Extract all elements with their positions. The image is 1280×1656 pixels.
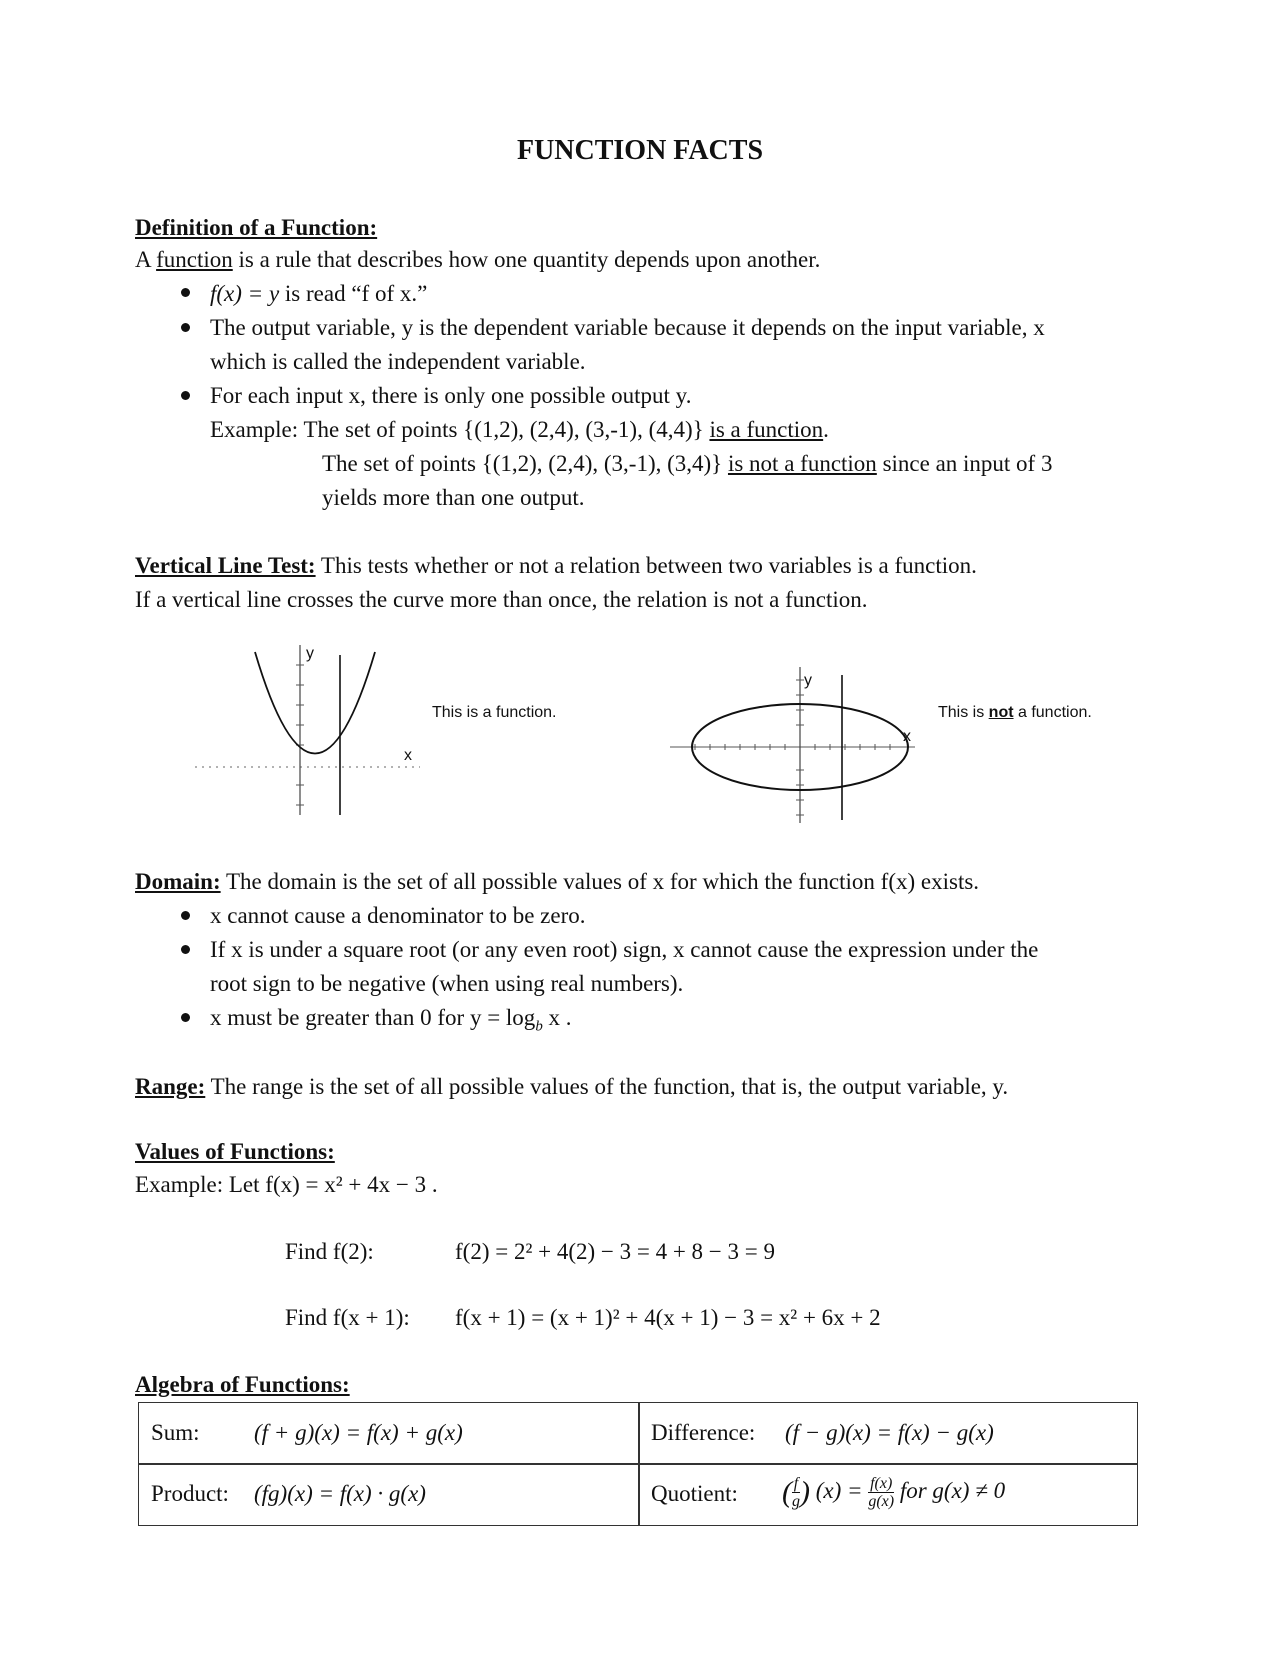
domain-bullet-3: x must be greater than 0 for $y = \log_b x$ .: [210, 1005, 572, 1035]
definition-bullet-1: f(x) = y is read “f of x.”: [210, 281, 428, 306]
function-example-1: Example: The set of points {(1,2), (2,4), (3,-1), (4,4)} is a function.: [210, 417, 829, 442]
find-fx1-equation: f(x + 1) = (x + 1)² + 4(x + 1) − 3 = x² + 6x + 2: [455, 1305, 881, 1330]
bullet: [181, 945, 190, 954]
quotient-label: Quotient:: [651, 1481, 738, 1506]
values-example: Example: Let f(x) = x² + 4x − 3 .: [135, 1172, 438, 1197]
function-example-2: The set of points {(1,2), (2,4), (3,-1), (3,4)} is not a function since an input of 3: [322, 451, 1053, 476]
vertical-line-test-text: Vertical Line Test: This tests whether or not a relation between two variables is a function.: [135, 553, 977, 578]
ellipse-y-label: y: [804, 672, 812, 689]
find-f2-label: Find f(2):: [285, 1239, 374, 1264]
range-definition: Range: The range is the set of all possible values of the function, that is, the output variable, y.: [135, 1074, 1009, 1099]
sum-label: Sum:: [151, 1420, 200, 1445]
bullet: [181, 911, 190, 920]
domain-bullet-1: x cannot cause a denominator to be zero.: [210, 903, 586, 928]
definition-bullet-2-line-1: The output variable, y is the dependent variable because it depends on the input variable, x: [210, 315, 1045, 340]
parabola-curve: [255, 652, 375, 754]
find-f2-equation: f(2) = 2² + 4(2) − 3 = 4 + 8 − 3 = 9: [455, 1239, 775, 1264]
definition-bullet-2-line-2: which is called the independent variable.: [210, 349, 586, 374]
parabola-graph: [190, 640, 430, 815]
difference-formula: (f − g)(x) = f(x) − g(x): [785, 1420, 994, 1445]
algebra-heading: Algebra of Functions:: [135, 1372, 350, 1397]
function-graph-caption: This is a function.: [432, 704, 557, 721]
product-label: Product:: [151, 1481, 229, 1506]
ellipse-x-label: x: [903, 728, 911, 745]
vertical-line-test-rule: If a vertical line crosses the curve more than once, the relation is not a function.: [135, 587, 868, 612]
sum-formula: (f + g)(x) = f(x) + g(x): [254, 1420, 463, 1445]
page-title: FUNCTION FACTS: [516, 135, 764, 166]
parabola-x-label: x: [404, 747, 412, 764]
difference-label: Difference:: [651, 1420, 756, 1445]
bullet: [181, 323, 190, 332]
product-formula: (fg)(x) = f(x) · g(x): [254, 1481, 426, 1506]
domain-bullet-2-line-2: root sign to be negative (when using real numbers).: [210, 971, 684, 996]
algebra-table: [138, 1402, 1138, 1526]
bullet: [181, 391, 190, 400]
function-example-2-line-2: yields more than one output.: [322, 485, 585, 510]
find-fx1-label: Find f(x + 1):: [285, 1305, 410, 1330]
values-heading: Values of Functions:: [135, 1139, 335, 1164]
parabola-y-label: y: [306, 645, 314, 662]
bullet: [181, 288, 190, 297]
ellipse-graph: [665, 665, 925, 825]
definition-bullet-3: For each input x, there is only one possible output y.: [210, 383, 692, 408]
not-function-graph-caption: This is not a function.: [938, 704, 1092, 721]
definition-intro: A function is a rule that describes how one quantity depends upon another.: [135, 247, 821, 272]
definition-heading: Definition of a Function:: [135, 215, 378, 240]
quotient-formula: ( $\frac{f}{g}$ ) (x) = $\frac{f(x)}{g(x)}$ for g(x) ≠ 0: [782, 1474, 1006, 1511]
bullet: [181, 1013, 190, 1022]
domain-definition: Domain: The domain is the set of all possible values of x for which the function f(x) exists.: [135, 869, 980, 894]
table-divider-horizontal: [139, 1463, 1137, 1465]
domain-bullet-2-line-1: If x is under a square root (or any even root) sign, x cannot cause the expression under the: [210, 937, 1039, 962]
